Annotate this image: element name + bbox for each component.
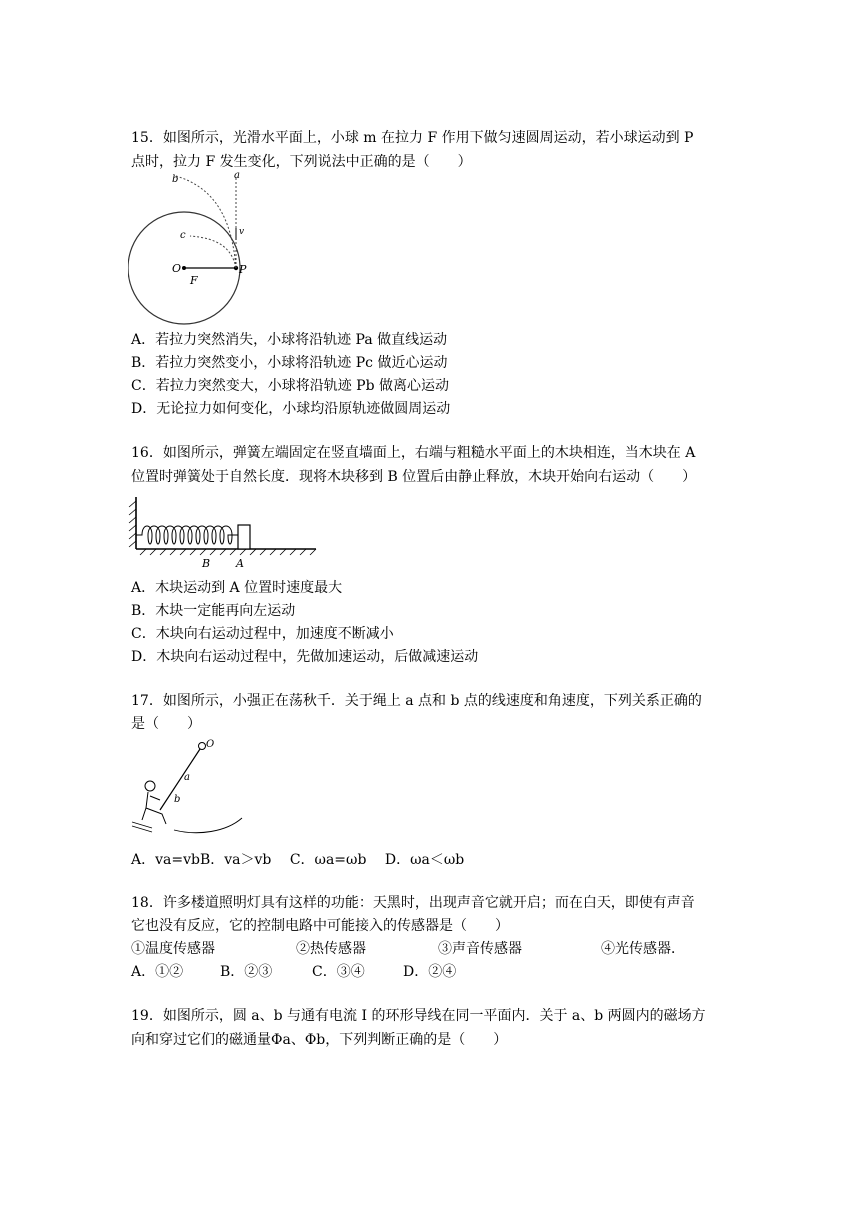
q16-option-b: B．木块一定能再向左运动 xyxy=(131,603,296,619)
label-v: v xyxy=(239,227,245,237)
sensor-4: ④光传感器． xyxy=(601,941,685,957)
q15-option-c: C．若拉力突然变大，小球将沿轨迹 Pb 做离心运动 xyxy=(131,378,449,394)
sensor-3: ③声音传感器 xyxy=(438,941,522,957)
q17-stem-line2: 是（ ） xyxy=(131,716,201,732)
swing-arc xyxy=(174,818,242,833)
child-head xyxy=(145,781,155,791)
q17-swing-figure xyxy=(128,736,248,840)
label-F: F xyxy=(190,274,198,287)
q16-option-a: A．木块运动到 A 位置时速度最大 xyxy=(131,580,343,596)
q15-stem-line1: 15．如图所示，光滑水平面上，小球 m 在拉力 F 作用下做匀速圆周运动，若小球运动到 P xyxy=(131,130,694,146)
label-A: A xyxy=(236,557,244,570)
sensor-1: ①温度传感器 xyxy=(131,941,215,957)
q15-option-a: A．若拉力突然消失，小球将沿轨迹 Pa 做直线运动 xyxy=(131,332,448,348)
child-body xyxy=(142,792,166,824)
label-b: b xyxy=(174,794,181,805)
pivot xyxy=(199,743,206,750)
q18-sensor-list xyxy=(0,939,860,961)
center-dot xyxy=(182,266,186,270)
q18-option-b: B．②③ xyxy=(220,964,273,980)
label-a: a xyxy=(184,772,190,783)
q18-stem-line2: 它也没有反应，它的控制电路中可能接入的传感器是（ ） xyxy=(131,918,509,934)
q19-stem-line2: 向和穿过它们的磁通量Φa、Φb，下列判断正确的是（ ） xyxy=(131,1032,508,1048)
q15-option-b: B．若拉力突然变小，小球将沿轨迹 Pc 做近心运动 xyxy=(131,355,448,371)
block xyxy=(238,525,250,549)
q15-option-d: D．无论拉力如何变化，小球均沿原轨迹做圆周运动 xyxy=(131,401,451,417)
q16-option-d: D．木块向右运动过程中，先做加速运动，后做减速运动 xyxy=(131,649,479,665)
path-b xyxy=(176,176,236,268)
q16-stem-line1: 16．如图所示，弹簧左端固定在竖直墙面上，右端与粗糙水平面上的木块相连，当木块在 A xyxy=(131,445,696,461)
q16-stem-line2: 位置时弹簧处于自然长度．现将木块移到 B 位置后由静止释放，木块开始向右运动（ ） xyxy=(131,469,697,485)
path-c xyxy=(190,236,236,268)
label-P: P xyxy=(239,263,247,276)
label-a: a xyxy=(234,170,240,181)
q18-stem-line1: 18．许多楼道照明灯具有这样的功能：天黑时，出现声音它就开启；而在白天，即使有声音 xyxy=(131,895,695,911)
label-O: O xyxy=(172,262,182,275)
label-c: c xyxy=(180,230,186,241)
q18-options xyxy=(0,962,860,984)
q15-stem-line2: 点时，拉力 F 发生变化，下列说法中正确的是（ ） xyxy=(131,154,472,170)
sensor-2: ②热传感器 xyxy=(296,941,366,957)
q18-option-d: D．②④ xyxy=(403,964,457,980)
q15-circular-motion-figure xyxy=(128,170,258,330)
label-O: O xyxy=(206,739,215,750)
q17-stem-line1: 17．如图所示，小强正在荡秋千．关于绳上 a 点和 b 点的线速度和角速度，下列关系正确的 xyxy=(131,693,702,709)
q16-option-c: C．木块向右运动过程中，加速度不断减小 xyxy=(131,626,394,642)
label-b: b xyxy=(172,174,179,185)
label-B: B xyxy=(202,557,211,570)
q17-options: A．va=vbB．va＞vb C．ωa=ωb D．ωa＜ωb xyxy=(131,852,465,868)
spring xyxy=(136,526,238,544)
q16-spring-block-figure xyxy=(126,493,322,571)
q18-option-a: A．①② xyxy=(131,964,184,980)
q18-option-c: C．③④ xyxy=(312,964,365,980)
q19-stem-line1: 19．如图所示，圆 a、b 与通有电流 I 的环形导线在同一平面内．关于 a、b 两圆内的磁场方 xyxy=(131,1008,706,1024)
